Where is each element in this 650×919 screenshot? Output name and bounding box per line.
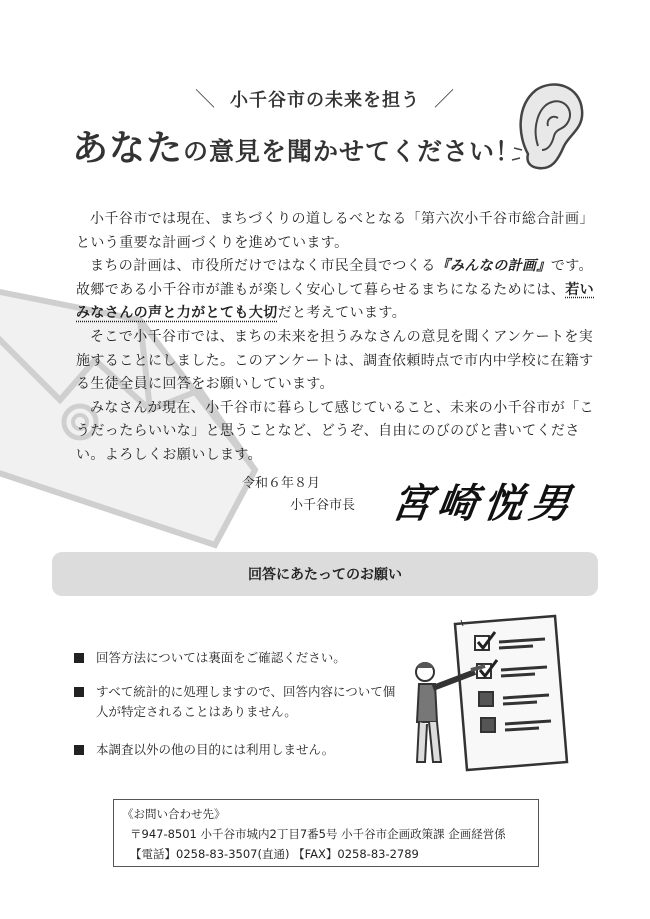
contact-phone: 【電話】0258-83-3507(直通) 【FAX】0258-83-2789 xyxy=(130,847,419,861)
contact-address: 〒947-8501 小千谷市城内2丁目7番5号 小千谷市企画政策課 企画経営係 xyxy=(130,827,506,841)
page-title xyxy=(72,120,521,171)
paragraph-2-part-c: だと考えています。 xyxy=(277,305,407,322)
square-bullet-icon xyxy=(74,687,84,697)
mayor-title: 小千谷市長 xyxy=(290,498,356,513)
paragraph-1: 小千谷市では現在、まちづくりの道しるべとなる「第六次小千谷市総合計画」という重要な計画づくりを進めています。 xyxy=(76,211,594,251)
square-bullet-icon xyxy=(74,745,84,755)
paragraph-2-part-a: まちの計画は、市役所だけではなく市民全員でつくる xyxy=(90,258,436,275)
request-heading: 回答にあたってのお願い xyxy=(248,567,402,583)
title-rest: の意見を聞かせてください！ xyxy=(183,137,522,166)
paragraph-3: そこで小千谷市では、まちの未来を担うみなさんの意見を聞くアンケートを実施することにしました。このアンケートは、調査依頼時点で市内中学校に在籍する生徒全員に回答をお願いしています。 xyxy=(76,328,594,393)
paragraph-2-emphasis: 『みんなの計画』 xyxy=(435,258,551,275)
paragraph-2-underline: 若いみなさんの声と力がとても大切 xyxy=(76,281,594,322)
square-bullet-icon xyxy=(74,653,84,663)
title-lead: あなた xyxy=(72,128,184,169)
contact-label: 《お問い合わせ先》 xyxy=(122,807,226,821)
subtitle-text: 小千谷市の未来を担う xyxy=(230,90,420,111)
greeting-body xyxy=(76,208,602,468)
checklist-person-illustration xyxy=(405,612,585,777)
mayor-signature: 宮崎悦男 xyxy=(388,480,579,527)
paragraph-2-part-b: です。故郷である小千谷市が誰もが楽しく安心して暮らせるまちになるためには、 xyxy=(76,258,593,298)
paragraph-4: みなさんが現在、小千谷市に暮らして感じていること、未来の小千谷市が「こうだったらいいな」と思うことなど、どうぞ、自由にのびのびと書いてください。よろしくお願いします。 xyxy=(76,399,594,463)
contact-box xyxy=(113,799,539,867)
right-slash-decoration: ／ xyxy=(434,87,455,111)
ear-icon xyxy=(508,76,588,176)
request-heading-bar xyxy=(52,552,598,596)
date: 令和６年８月 xyxy=(242,476,321,491)
left-slash-decoration: ＼ xyxy=(195,87,216,111)
paragraph-2 xyxy=(76,255,602,326)
